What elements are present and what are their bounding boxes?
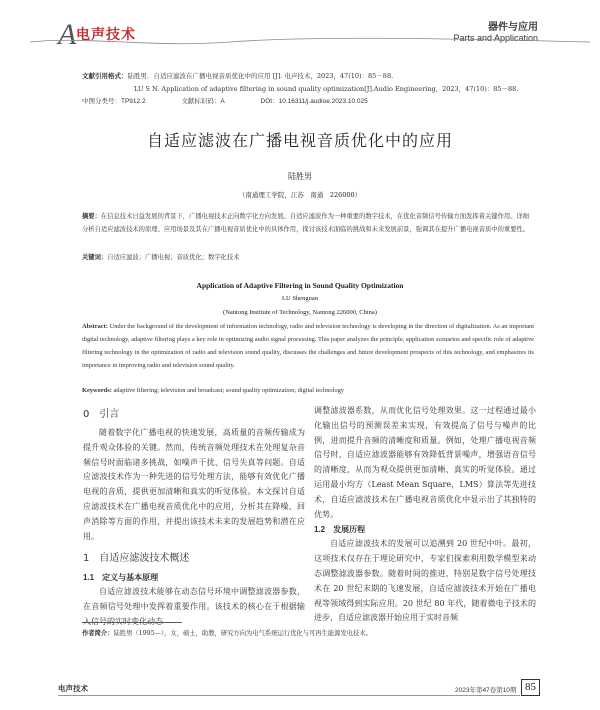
affiliation-zh: （南通理工学院，江苏 南通 226000） bbox=[238, 191, 362, 199]
paragraph: 自适应滤波技术的发展可以追溯到 20 世纪中叶。最初，这项技术仅存在于理论研究中，专家们探索利用数学模型来动态调整滤波器参数。随着时间的推进，特别是数字信号处理技术在 20 世纪末期的飞速发展，自适应滤波技术开始在广播电视等领域得到实际应用。20 世纪 80 年代，随着微电子技术的进步，自适应滤波器开始应用于实时音频 bbox=[314, 539, 536, 623]
doi: DOI：10.16311/j.audioe.2023.10.025 bbox=[260, 98, 368, 105]
header-divider-line bbox=[30, 36, 590, 48]
keywords-en-label: Keywords: bbox=[82, 387, 112, 394]
abstract-en-text: Under the background of the development of information technology, radio and television technology is developing in the direction of digitalization. As an important digital technology, adaptive filtering plays a key role in optimizing audio signal processing. This paper analyzes the principle, application scenarios and specific role of adaptive filtering technology in the optimization of radio and television sound quality, discusses the challenges and future development prospects of this technology, and emphasizes its importance in improving radio and television sound quality. bbox=[82, 323, 534, 369]
footnote-text: 陆胜男（1995—），女，硕士，助教，研究方向为电气系统运行优化与可再生能源发电技术。 bbox=[113, 630, 372, 637]
keywords-en-text: adaptive filtering; television and broadcast; sound quality optimization; digital technology bbox=[113, 387, 344, 394]
subsection-heading-history: 1.2 发展历程 bbox=[314, 525, 366, 535]
body-column-right bbox=[314, 404, 536, 626]
section-heading-overview: 1 自适应滤波技术概述 bbox=[83, 553, 190, 565]
body-column-left bbox=[83, 404, 305, 630]
paragraph: 自适应滤波技术能够在动态信号环境中调整滤波器参数，在音频信号处理中发挥着重要作用。该技术的核心在于根据输入信号的实时变化动态 bbox=[83, 587, 305, 626]
paragraph: 随着数字化广播电视的快速发展，高质量的音频传输成为提升观众体验的关键。然而，传统音频处理技术在处理复杂音频信号时面临诸多挑战，如噪声干扰、信号失真等问题。自适应滤波技术作为一种先进的信号处理方法，能够有效优化广播电视的音质，提供更加清晰和真实的听觉体验。本文探讨自适应滤波技术在广播电视音质优化中的应用，分析其在降噪、回声消除等方面的作用，并提出该技术未来的发展趋势和潜在应用。 bbox=[83, 428, 305, 541]
keywords-zh bbox=[82, 252, 534, 261]
footer-issue: 2023年第47卷第10期 bbox=[455, 687, 517, 694]
citation-zh: 陆胜男．自适应滤波在广播电视音质优化中的应用 [J]. 电声技术，2023，47(10)：85－88. bbox=[127, 72, 394, 80]
keywords-en bbox=[82, 387, 534, 394]
paper-title-en: Application of Adaptive Filtering in Sound Quality Optimization bbox=[196, 281, 404, 290]
abstract-en-label: Abstract: bbox=[82, 323, 108, 330]
section-title-zh: 器件与应用 bbox=[488, 22, 538, 33]
footnote-divider bbox=[82, 622, 182, 623]
author-zh: 陆胜男 bbox=[288, 172, 312, 181]
footnote-label: 作者简介： bbox=[82, 630, 114, 637]
clc-number: 中图分类号：TP912.2 bbox=[82, 98, 146, 105]
citation-block bbox=[82, 70, 552, 96]
citation-en: LU S N. Application of adaptive filtering in sound quality optimization[J].Audio Engineering，2023，47(10)：85－88. bbox=[134, 85, 519, 93]
abstract-zh-label: 摘要： bbox=[82, 213, 101, 220]
abstract-zh-text: 在信息技术日益发展的背景下，广播电视技术正向数字化方向发展。自适应滤波作为一种重要的数字技术，在优化音频信号传输方面发挥着关键作用。详细分析自适应滤波技术的原理、应用场景及其在广播电视音质优化中的具体作用，探讨该技术面临的挑战和未来发展前景，强调其在提升广播电视音质中的重要性。 bbox=[82, 213, 530, 233]
page-number: 85 bbox=[521, 679, 540, 696]
citation-label: 文献引用格式： bbox=[82, 73, 128, 80]
abstract-zh bbox=[82, 210, 534, 236]
affiliation-en: (Nantong Institute of Technology, Nantong 226000, China) bbox=[223, 309, 377, 316]
paragraph: 调整滤波器系数，从而优化信号处理效果。这一过程通过最小化输出信号的预测误差来实现，有效提高了信号与噪声的比例，进而提升音频的清晰度和质量。例如，处理广播电视音频信号时，自适应滤波器能够有效降低背景噪声，增强语音信号的清晰度，从而为观众提供更加清晰、真实的听觉体验。通过运用最小均方（Least Mean Square，LMS）算法等先进技术，自适应滤波技术在广播电视音质优化中显示出了其独特的优势。 bbox=[314, 406, 536, 519]
subsection-heading-definition: 1.1 定义与基本原理 bbox=[83, 573, 159, 583]
paper-title-zh: 自适应滤波在广播电视音质优化中的应用 bbox=[146, 131, 453, 150]
keywords-zh-label: 关键词： bbox=[82, 254, 108, 261]
footer-journal-logo: 电声技术 bbox=[58, 684, 88, 693]
section-heading-intro: 0 引言 bbox=[83, 409, 120, 420]
logo-letter: A bbox=[58, 18, 77, 51]
abstract-en bbox=[82, 320, 534, 372]
author-en: LU Shengnan bbox=[282, 295, 318, 302]
document-code: 文献标识码：A bbox=[181, 98, 225, 105]
classification-line bbox=[82, 96, 552, 105]
keywords-zh-text: 自适应滤波；广播电视；音质优化；数字化技术 bbox=[107, 254, 240, 261]
author-bio-footnote bbox=[82, 628, 542, 637]
logo-text: 电声技术 bbox=[76, 26, 136, 42]
section-title-en: Parts and Application bbox=[453, 33, 538, 43]
footer-rule bbox=[58, 695, 520, 696]
